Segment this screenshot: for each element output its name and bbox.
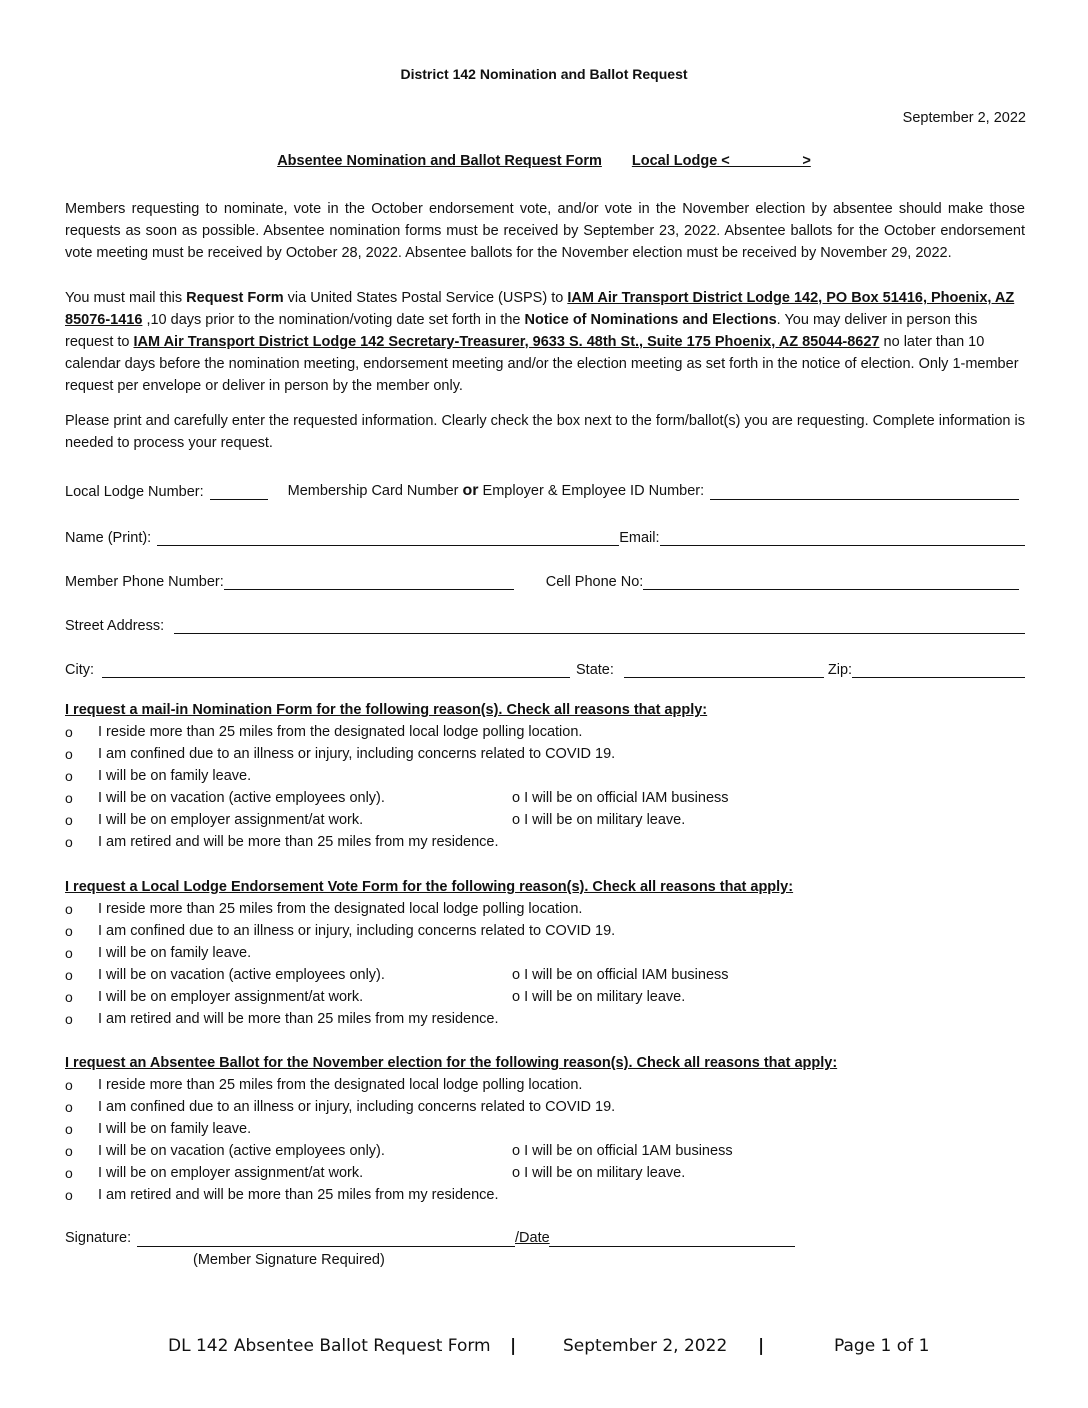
phone-row [65, 566, 1025, 590]
zip-label: Zip: [827, 662, 853, 678]
reason-label: I will be on employer assignment/at work. [98, 1165, 364, 1181]
email-label: Email: [619, 530, 660, 546]
checkbox[interactable]: o [65, 1077, 73, 1093]
reason-option-secondary[interactable]: o I will be on official IAM business [512, 790, 729, 806]
reason-option [65, 787, 1025, 809]
endorsement-section [65, 876, 1025, 1030]
reason-option [65, 986, 1025, 1008]
cell-phone-field[interactable] [643, 573, 1019, 590]
member-phone-field[interactable] [224, 573, 514, 590]
lodge-number-field[interactable] [210, 483, 268, 500]
reason-label: I am retired and will be more than 25 miles from my residence. [98, 1011, 499, 1027]
section-heading: I request a mail-in Nomination Form for the following reason(s). Check all reasons that apply: [65, 702, 708, 718]
document-date: September 2, 2022 [902, 110, 1026, 126]
reason-option [65, 942, 1025, 964]
reason-option [65, 1096, 1025, 1118]
reason-option [65, 809, 1025, 831]
street-label: Street Address: [65, 618, 165, 634]
reason-option [65, 1008, 1025, 1030]
reason-option-secondary[interactable]: o I will be on official 1AM business [512, 1143, 733, 1159]
reason-label: I am confined due to an illness or injury, including concerns related to COVID 19. [98, 923, 616, 939]
delivery-address: IAM Air Transport District Lodge 142 Secretary-Treasurer, 9633 S. 48th St., Suite 175 Phoenix, AZ 85044-8627 [133, 334, 880, 350]
membership-label: Membership Card Number or Employer & Employee ID Number: [287, 482, 705, 499]
mailing-instructions: You must mail this Request Form via United States Postal Service (USPS) to IAM Air Transport District Lodge 142, PO Box 51416, Phoenix, AZ 85076-1416 ,10 days prior to the nomination/voting date set forth in the Notice of Nominations and Elections. You may deliver in person this request to IAM Air Transport District Lodge 142 Secretary-Treasurer, 9633 S. 48th St., Suite 175 Phoenix, AZ 85044-8627 no later than 10 calendar days before the nomination meeting, endorsement meeting and/or the election meeting as set forth in the notice of election. Only 1-member request per envelope or deliver in person by the member only. [65, 290, 1019, 394]
footer-separator: | [758, 1336, 765, 1356]
street-row [65, 610, 1025, 634]
checkbox[interactable]: o [65, 834, 73, 850]
checkbox[interactable]: o [65, 945, 73, 961]
document-title: District 142 Nomination and Ballot Request [400, 66, 688, 82]
reason-label: I reside more than 25 miles from the designated local lodge polling location. [98, 901, 583, 917]
reason-label: I reside more than 25 miles from the designated local lodge polling location. [98, 1077, 583, 1093]
cell-phone-label: Cell Phone No: [545, 574, 644, 590]
reason-label: I am retired and will be more than 25 miles from my residence. [98, 1187, 499, 1203]
lodge-membership-row [65, 476, 1025, 500]
reason-option [65, 964, 1025, 986]
signature-note: (Member Signature Required) [193, 1252, 385, 1268]
footer-separator: | [510, 1336, 517, 1356]
checkbox[interactable]: o [65, 1121, 73, 1137]
reason-label: I reside more than 25 miles from the designated local lodge polling location. [98, 724, 583, 740]
reason-label: I am retired and will be more than 25 miles from my residence. [98, 834, 499, 850]
print-instructions: Please print and carefully enter the requested information. Clearly check the box next to the form/ballot(s) you are requesting. Complete information is needed to process your request. [65, 413, 1025, 451]
mailing-address: IAM Air Transport District Lodge 142, PO Box 51416, Phoenix, AZ 85076-1416 [65, 290, 1015, 328]
footer-page-number: Page 1 of 1 [834, 1336, 930, 1356]
form-header [0, 153, 1088, 169]
checkbox[interactable]: o [65, 724, 73, 740]
checkbox[interactable]: o [65, 746, 73, 762]
date-label: /Date [515, 1230, 550, 1246]
nomination-section [65, 699, 1025, 853]
reason-option [65, 721, 1025, 743]
state-label: State: [576, 662, 614, 678]
checkbox[interactable]: o [65, 1165, 73, 1181]
zip-field[interactable] [852, 661, 1025, 678]
reason-option [65, 1184, 1025, 1206]
intro-paragraph: Members requesting to nominate, vote in the October endorsement vote, and/or vote in the November election by absentee should make those requests as soon as possible. Absentee nomination forms must be received by September 23, 2022. Absentee ballots for the October endorsement vote meeting must be received by October 28, 2022. Absentee ballots for the November election must be received by November 29, 2022. [65, 201, 1025, 261]
reason-label: I will be on family leave. [98, 1121, 252, 1137]
footer-form-name: DL 142 Absentee Ballot Request Form [168, 1336, 491, 1356]
email-field[interactable] [660, 529, 1025, 546]
reason-label: I am confined due to an illness or injury, including concerns related to COVID 19. [98, 746, 616, 762]
signature-label: Signature: [65, 1230, 132, 1246]
signature-row [65, 1228, 1025, 1268]
reason-option [65, 1162, 1025, 1184]
reason-option [65, 1140, 1025, 1162]
local-lodge-header: Local Lodge <_________> [631, 153, 811, 169]
city-field[interactable] [102, 661, 570, 678]
section-heading: I request a Local Lodge Endorsement Vote Form for the following reason(s). Check all reasons that apply: [65, 879, 794, 895]
reason-label: I will be on employer assignment/at work. [98, 989, 364, 1005]
reason-label: I will be on vacation (active employees only). [98, 967, 385, 983]
checkbox[interactable]: o [65, 901, 73, 917]
reason-option [65, 743, 1025, 765]
checkbox[interactable]: o [65, 1011, 73, 1027]
reason-option [65, 920, 1025, 942]
reason-label: I will be on family leave. [98, 768, 252, 784]
reason-label: I will be on family leave. [98, 945, 252, 961]
checkbox[interactable]: o [65, 1143, 73, 1159]
signature-field[interactable] [137, 1228, 515, 1247]
reason-label: I will be on employer assignment/at work. [98, 812, 364, 828]
city-state-zip-row [65, 654, 1025, 678]
section-heading: I request an Absentee Ballot for the November election for the following reason(s). Check all reasons that apply: [65, 1055, 838, 1071]
checkbox[interactable]: o [65, 989, 73, 1005]
checkbox[interactable]: o [65, 812, 73, 828]
footer-date: September 2, 2022 [563, 1336, 728, 1356]
name-email-row [65, 522, 1025, 546]
membership-number-field[interactable] [710, 483, 1019, 500]
reason-label: I am confined due to an illness or injury, including concerns related to COVID 19. [98, 1099, 616, 1115]
city-label: City: [65, 662, 94, 678]
reason-label: I will be on vacation (active employees only). [98, 790, 385, 806]
member-phone-label: Member Phone Number: [65, 574, 224, 590]
reason-option [65, 765, 1025, 787]
reason-label: I will be on vacation (active employees only). [98, 1143, 385, 1159]
street-field[interactable] [174, 617, 1025, 634]
signature-date-field[interactable] [549, 1228, 795, 1247]
form-title: Absentee Nomination and Ballot Request Form [277, 153, 602, 169]
checkbox[interactable]: o [65, 923, 73, 939]
checkbox[interactable]: o [65, 790, 73, 806]
name-field[interactable] [157, 529, 619, 546]
name-label: Name (Print): [65, 530, 152, 546]
reason-option [65, 831, 1025, 853]
reason-option [65, 1074, 1025, 1096]
checkbox[interactable]: o [65, 1187, 73, 1203]
lodge-number-label: Local Lodge Number: [65, 484, 204, 500]
reason-option-secondary[interactable]: o I will be on military leave. [512, 812, 686, 828]
reason-option [65, 1118, 1025, 1140]
checkbox[interactable]: o [65, 1099, 73, 1115]
reason-option-secondary[interactable]: o I will be on military leave. [512, 1165, 686, 1181]
reason-option-secondary[interactable]: o I will be on military leave. [512, 989, 686, 1005]
reason-option [65, 898, 1025, 920]
checkbox[interactable]: o [65, 967, 73, 983]
absentee-ballot-section [65, 1052, 1025, 1206]
checkbox[interactable]: o [65, 768, 73, 784]
state-field[interactable] [624, 661, 824, 678]
reason-option-secondary[interactable]: o I will be on official IAM business [512, 967, 729, 983]
